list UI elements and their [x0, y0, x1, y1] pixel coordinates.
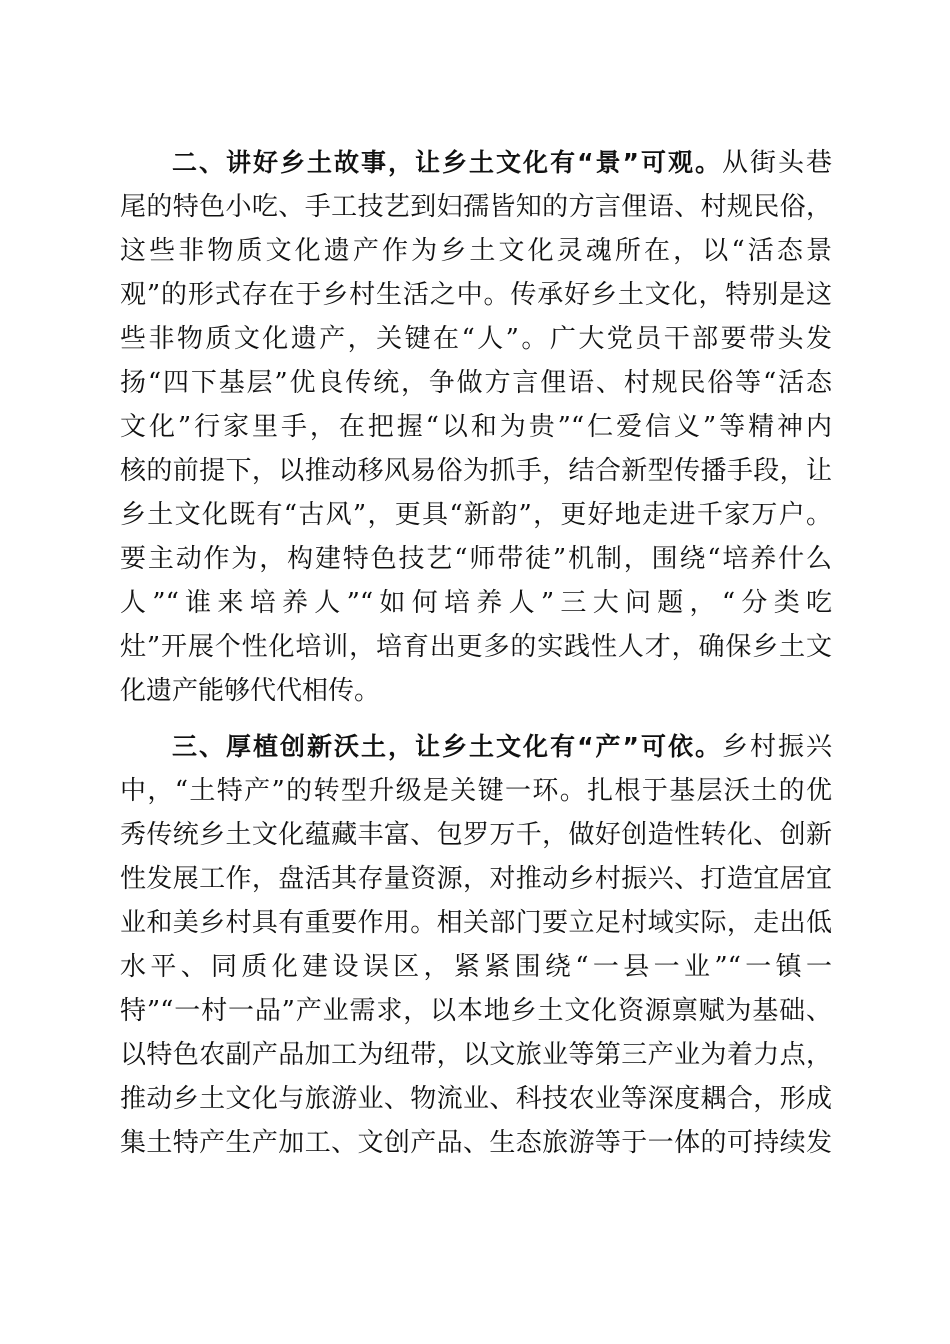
paragraph-line: 集土特产生产加工、文创产品、生态旅游等于一体的可持续发: [120, 1128, 832, 1158]
paragraph-line: 人”“谁来培养人”“如何培养人”三大问题，“分类吃: [120, 588, 832, 618]
paragraph-line: 化遗产能够代代相传。: [120, 676, 381, 706]
paragraph-line: 些非物质文化遗产，关键在“人”。广大党员干部要带头发: [120, 324, 832, 354]
paragraph-line: 水平、同质化建设误区，紧紧围绕“一县一业”“一镇一: [120, 952, 832, 982]
paragraph-line: [172, 141, 832, 185]
section-heading: 三、厚植创新沃土，让乡土文化有“产”可依。: [172, 732, 722, 761]
paragraph-line: 扬“四下基层”优良传统，争做方言俚语、村规民俗等“活态: [120, 368, 832, 398]
paragraph-line: 核的前提下，以推动移风易俗为抓手，结合新型传播手段，让: [120, 456, 832, 486]
paragraph-line: 性发展工作，盘活其存量资源，对推动乡村振兴、打造宜居宜: [120, 864, 832, 894]
paragraph-line: 乡土文化既有“古风”，更具“新韵”，更好地走进千家万户。: [120, 500, 832, 530]
paragraph-line: 要主动作为，构建特色技艺“师带徒”机制，围绕“培养什么: [120, 544, 832, 574]
paragraph-line: 业和美乡村具有重要作用。相关部门要立足村域实际，走出低: [120, 908, 832, 938]
paragraph-line: 秀传统乡土文化蕴藏丰富、包罗万千，做好创造性转化、创新: [120, 820, 832, 850]
paragraph-line: 文化”行家里手，在把握“以和为贵”“仁爱信义”等精神内: [120, 412, 832, 442]
paragraph-text: 乡村振兴: [721, 732, 832, 762]
paragraph-text: 从街头巷: [721, 148, 832, 178]
paragraph-line: 推动乡土文化与旅游业、物流业、科技农业等深度耦合，形成: [120, 1084, 832, 1114]
paragraph-line: 特”“一村一品”产业需求，以本地乡土文化资源禀赋为基础、: [120, 996, 832, 1026]
paragraph-line: 以特色农副产品加工为纽带，以文旅业等第三产业为着力点，: [120, 1040, 832, 1070]
paragraph-line: 观”的形式存在于乡村生活之中。传承好乡土文化，特别是这: [120, 280, 832, 310]
paragraph-line: [172, 725, 832, 769]
paragraph-line: 尾的特色小吃、手工技艺到妇孺皆知的方言俚语、村规民俗，: [120, 192, 832, 222]
paragraph-line: 这些非物质文化遗产作为乡土文化灵魂所在，以“活态景: [120, 236, 832, 266]
section-heading: 二、讲好乡土故事，让乡土文化有“景”可观。: [172, 148, 722, 177]
paragraph-line: 中，“土特产”的转型升级是关键一环。扎根于基层沃土的优: [120, 776, 832, 806]
paragraph-line: 灶”开展个性化培训，培育出更多的实践性人才，确保乡土文: [120, 632, 832, 662]
